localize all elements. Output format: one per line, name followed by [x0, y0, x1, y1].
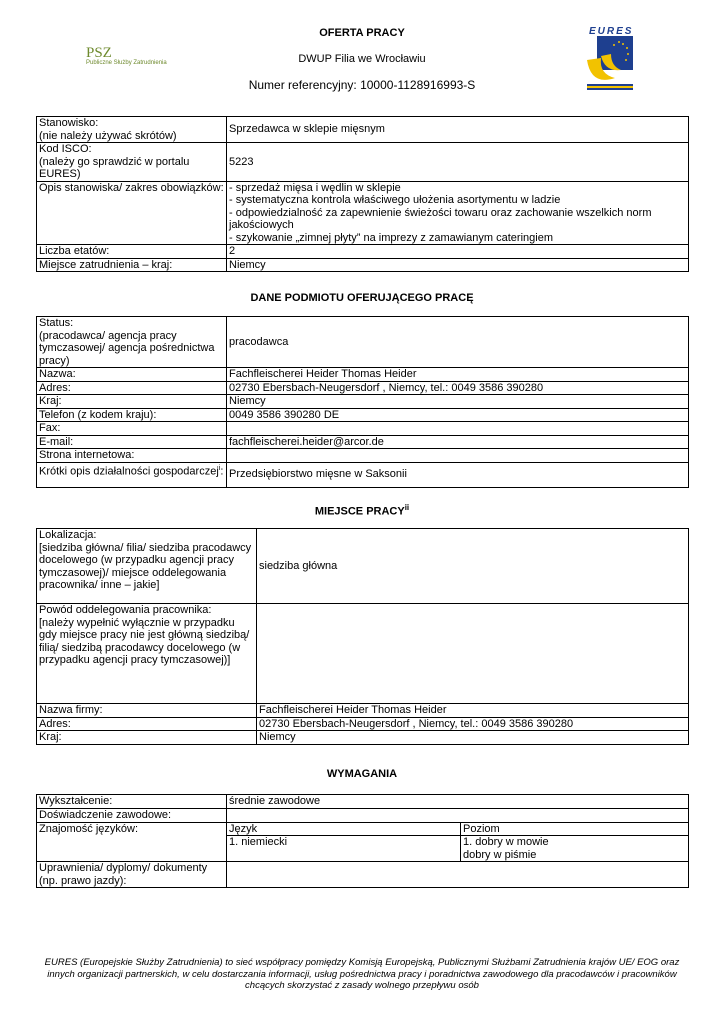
employment-country-value: Niemcy	[227, 258, 689, 272]
psz-logo-subtitle: Publiczne Służby Zatrudnienia	[86, 60, 167, 66]
employer-table	[36, 316, 689, 488]
isco-value: 5223	[227, 143, 689, 182]
table-row	[37, 704, 689, 718]
table-row	[37, 462, 689, 487]
education-value: średnie zawodowe	[227, 795, 689, 809]
level-column-header: Poziom	[461, 822, 689, 836]
workplace-heading-text: MIEJSCE PRACY	[314, 505, 405, 518]
positions-count-value: 2	[227, 245, 689, 259]
document-title: OFERTA PRACY	[319, 27, 405, 39]
table-row	[37, 245, 689, 259]
status-label: Status: (pracodawca/ agencja pracy tymczasowej/ agencja pośrednictwa pracy)	[37, 317, 227, 368]
website-value	[227, 449, 689, 463]
location-label: Lokalizacja: [siedziba główna/ filia/ siedziba pracodawcy docelowego (w przypadku agencji pracy tymczasowej)/ miejsce oddelegowania pracownika/ inne – jakie]	[37, 529, 257, 604]
table-row	[37, 181, 689, 245]
language-column-header: Język	[227, 822, 461, 836]
employment-country-label: Miejsce zatrudnienia – kraj:	[37, 258, 227, 272]
reference-number: Numer referencyjny: 10000-1128916993-S	[248, 78, 476, 92]
name-value: Fachfleischerei Heider Thomas Heider	[227, 368, 689, 382]
table-row	[37, 143, 689, 182]
table-row	[37, 529, 689, 604]
website-label: Strona internetowa:	[37, 449, 227, 463]
isco-label: Kod ISCO: (należy go sprawdzić w portalu EURES)	[37, 143, 227, 182]
table-row	[37, 117, 689, 143]
secondment-reason-value	[257, 604, 689, 704]
experience-value	[227, 809, 689, 823]
licenses-value	[227, 862, 689, 888]
table-row	[37, 862, 689, 888]
level-value: 1. dobry w mowie dobry w piśmie	[461, 836, 689, 862]
table-row	[37, 717, 689, 731]
location-value: siedziba główna	[257, 529, 689, 604]
languages-label: Znajomość języków:	[37, 822, 227, 862]
country-label: Kraj:	[37, 395, 227, 409]
table-row	[37, 809, 689, 823]
table-row	[37, 395, 689, 409]
table-row	[37, 604, 689, 704]
job-table	[36, 116, 689, 272]
office-name: DWUP Filia we Wrocławiu	[298, 53, 426, 65]
psz-logo-text: PSZ	[86, 45, 112, 61]
duties-label: Opis stanowiska/ zakres obowiązków:	[37, 181, 227, 245]
phone-value: 0049 3586 390280 DE	[227, 408, 689, 422]
language-value: 1. niemiecki	[227, 836, 461, 862]
duties-value: - sprzedaż mięsa i wędlin w sklepie - systematyczna kontrola właściwego ułożenia asortymentu w ladzie - odpowiedzialność za zapewnienie świeżości towaru oraz zachowanie wszelkich norm jakościowych - szykowanie „zimnej płyty” na imprezy z zamawianym cateringiem	[227, 181, 689, 245]
table-row	[37, 408, 689, 422]
education-label: Wykształcenie:	[37, 795, 227, 809]
address-value: 02730 Ebersbach-Neugersdorf , Niemcy, tel.: 0049 3586 390280	[227, 381, 689, 395]
table-row	[37, 731, 689, 745]
table-row	[37, 368, 689, 382]
fax-value	[227, 422, 689, 436]
table-row	[37, 381, 689, 395]
table-row	[37, 795, 689, 809]
business-description-label	[37, 462, 227, 487]
status-value: pracodawca	[227, 317, 689, 368]
label-colon: :	[220, 465, 224, 478]
licenses-label: Uprawnienia/ dyplomy/ dokumenty (np. prawo jazdy):	[37, 862, 227, 888]
job-position-value: Sprzedawca w sklepie mięsnym	[227, 117, 689, 143]
email-label: E-mail:	[37, 435, 227, 449]
table-row	[37, 422, 689, 436]
job-position-label: Stanowisko: (nie należy używać skrótów)	[37, 117, 227, 143]
employer-heading: DANE PODMIOTU OFERUJĄCEGO PRACĘ	[250, 292, 474, 304]
footnote-marker: i	[218, 464, 221, 472]
business-description-label-text: Krótki opis działalności gospodarczej	[39, 465, 219, 478]
requirements-table	[36, 794, 689, 888]
table-row	[37, 822, 689, 836]
requirements-heading: WYMAGANIA	[326, 768, 398, 780]
fax-label: Fax:	[37, 422, 227, 436]
business-description-value: Przedsiębiorstwo mięsne w Saksonii	[227, 462, 689, 487]
eures-logo	[585, 26, 635, 94]
table-row	[37, 258, 689, 272]
phone-label: Telefon (z kodem kraju):	[37, 408, 227, 422]
secondment-reason-label: Powód oddelegowania pracownika: [należy wypełnić wyłącznie w przypadku gdy miejsce pracy nie jest główną siedzibą/ filią/ siedzibą pracodawcy docelowego (w przypadku agencji pracy tymczasowej)]	[37, 604, 257, 704]
workplace-country-label: Kraj:	[37, 731, 257, 745]
workplace-table	[36, 528, 689, 745]
address-label: Adres:	[37, 381, 227, 395]
table-row	[37, 449, 689, 463]
positions-count-label: Liczba etatów:	[37, 245, 227, 259]
table-row	[37, 435, 689, 449]
workplace-country-value: Niemcy	[257, 731, 689, 745]
name-label: Nazwa:	[37, 368, 227, 382]
country-value: Niemcy	[227, 395, 689, 409]
workplace-heading	[0, 503, 724, 518]
footnote-marker: ii	[404, 503, 410, 512]
workplace-address-value: 02730 Ebersbach-Neugersdorf , Niemcy, tel.: 0049 3586 390280	[257, 717, 689, 731]
workplace-address-label: Adres:	[37, 717, 257, 731]
company-name-label: Nazwa firmy:	[37, 704, 257, 718]
footer-note: EURES (Europejskie Służby Zatrudnienia) to sieć współpracy pomiędzy Komisją Europejską, Publicznymi Służbami Zatrudnienia krajów UE/ EOG oraz innych organizacji partnerskich, w celu dostarczania informacji, usług pośrednictwa pracy i poradnictwa zawodowego dla pracodawców i pracowników chcących skorzystać z zasady wolnego przepływu osób	[44, 957, 680, 991]
table-row	[37, 317, 689, 368]
psz-logo	[86, 46, 167, 66]
eures-logo-text: EURES	[589, 26, 634, 37]
email-value: fachfleischerei.heider@arcor.de	[227, 435, 689, 449]
experience-label: Doświadczenie zawodowe:	[37, 809, 227, 823]
company-name-value: Fachfleischerei Heider Thomas Heider	[257, 704, 689, 718]
